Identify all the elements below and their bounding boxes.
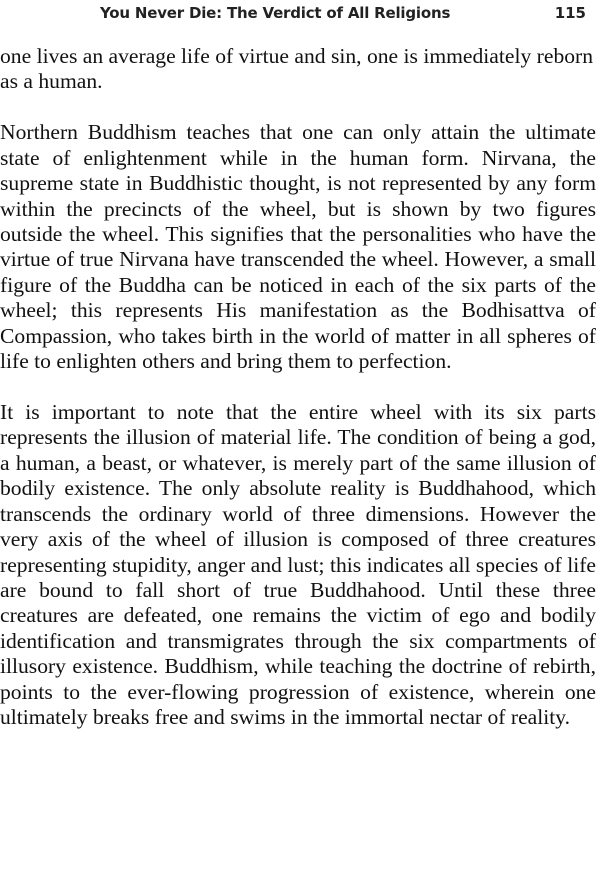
body-text [0,44,596,756]
running-title: You Never Die: The Verdict of All Religions [100,4,451,22]
page-number: 115 [554,4,586,22]
paragraph-northern-buddhism: Northern Buddhism teaches that one can only attain the ultimate state of enlightenment while in the human form. Nirvana, the supreme state in Buddhistic thought, is not represented by any form within the precincts of the wheel, but is shown by two figures outside the wheel. This signifies that the personalities who have the virtue of true Nirvana have transcended the wheel. However, a small figure of the Buddha can be noticed in each of the six parts of the wheel; this represents His manifestation as the Bodhisattva of Compassion, who takes birth in the world of matter in all spheres of life to enlighten others and bring them to perfection. [0,120,596,374]
paragraph-continuation: one lives an average life of virtue and sin, one is immediately reborn as a human. [0,44,594,94]
page-header [0,2,600,28]
paragraph-wheel-illusion: It is important to note that the entire wheel with its six parts represents the illusion of material life. The condition of being a god, a human, a beast, or whatever, is merely part of the same illusion of bodily existence. The only absolute reality is Buddhahood, which transcends the ordinary world of three dimensions. However the very axis of the wheel of illusion is composed of three creatures representing stupidity, anger and lust; this indicates all species of life are bound to fall short of true Buddhahood. Until these three creatures are defeated, one remains the victim of ego and bodily identification and transmigrates through the six compartments of illusory existence. Buddhism, while teaching the doctrine of rebirth, points to the ever-flowing progression of existence, wherein one ultimately breaks free and swims in the immortal nectar of reality. [0,400,596,729]
